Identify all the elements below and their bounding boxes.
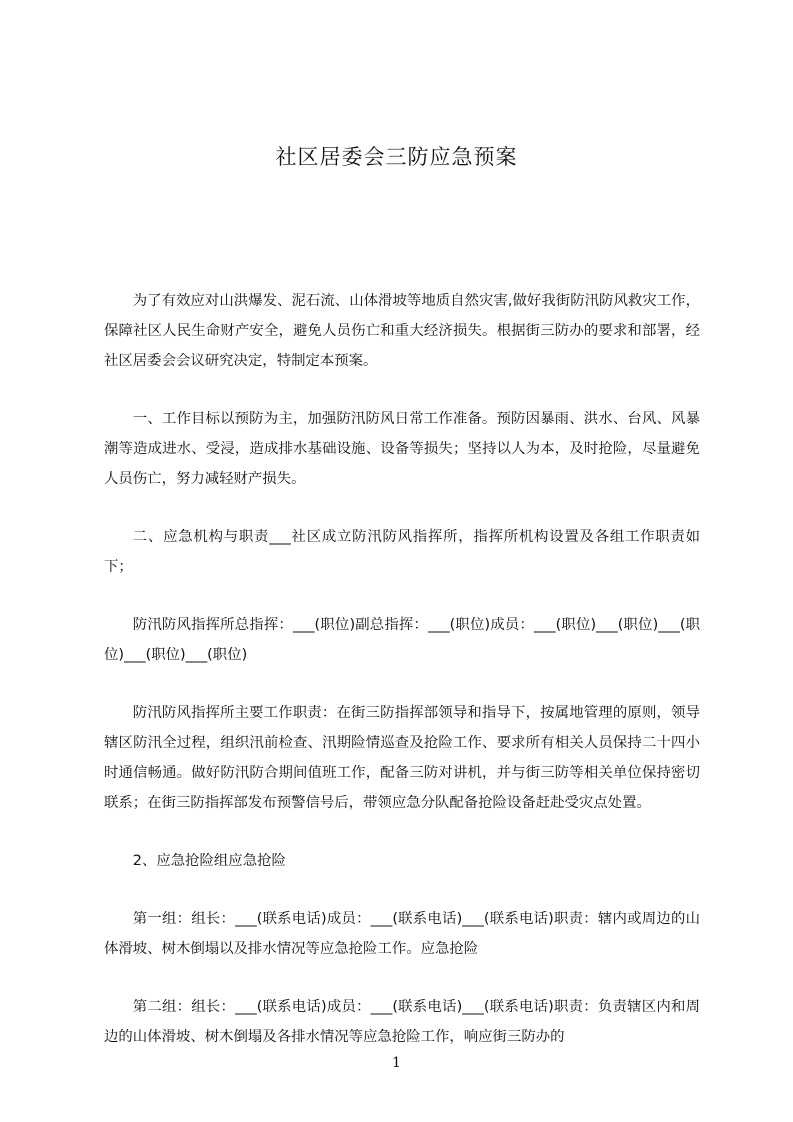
- paragraph-command-duties: 防汛防风指挥所主要工作职责：在街三防指挥部领导和指导下，按属地管理的原则，领导辖区防汛全过程，组织汛前检查、汛期险情巡查及抢险工作、要求所有相关人员保持二十四小时通信畅通。做好防汛防合期间值班工作，配备三防对讲机，并与街三防等相关单位保持密切联系；在街三防指挥部发布预警信号后，带领应急分队配备抢险设备赶赴受灾点处置。: [104, 705, 700, 811]
- paragraph-emergency-agency: 二、应急机构与职责___社区成立防汛防风指挥所，指挥所机构设置及各组工作职责如下；: [104, 529, 700, 575]
- paragraph-rescue-group-heading: 2、应急抢险组应急抢险: [132, 853, 286, 869]
- paragraph-command-members: 防汛防风指挥所总指挥：___(职位)副总指挥：___(职位)成员：___(职位)___(职位)___(职位)___(职位)___(职位): [104, 617, 700, 663]
- document-title: 社区居委会三防应急预案: [275, 145, 518, 169]
- paragraph-group-one: 第一组：组长：___(联系电话)成员：___(联系电话)___(联系电话)职责：辖内或周边的山体滑坡、树木倒塌以及排水情况等应急抢险工作。应急抢险: [104, 911, 700, 957]
- page-number: 1: [392, 1055, 401, 1071]
- paragraph-intro: 为了有效应对山洪爆发、泥石流、山体滑坡等地质自然灾害,做好我街防汛防风救灾工作，保障社区人民生命财产安全，避免人员伤亡和重大经济损失。根据街三防办的要求和部署，经社区居委会会议研究决定，特制定本预案。: [104, 293, 700, 369]
- paragraph-work-goal: 一、工作目标以预防为主，加强防汛防风日常工作准备。预防因暴雨、洪水、台风、风暴潮等造成进水、受浸，造成排水基础设施、设备等损失；坚持以人为本，及时抢险，尽量避免人员伤亡，努力减轻财产损失。: [104, 411, 700, 487]
- paragraph-group-two: 第二组：组长：___(联系电话)成员：___(联系电话)___(联系电话)职责：负责辖区内和周边的山体滑坡、树木倒塌及各排水情况等应急抢险工作，响应街三防办的: [104, 999, 700, 1045]
- document-body: [104, 286, 700, 1080]
